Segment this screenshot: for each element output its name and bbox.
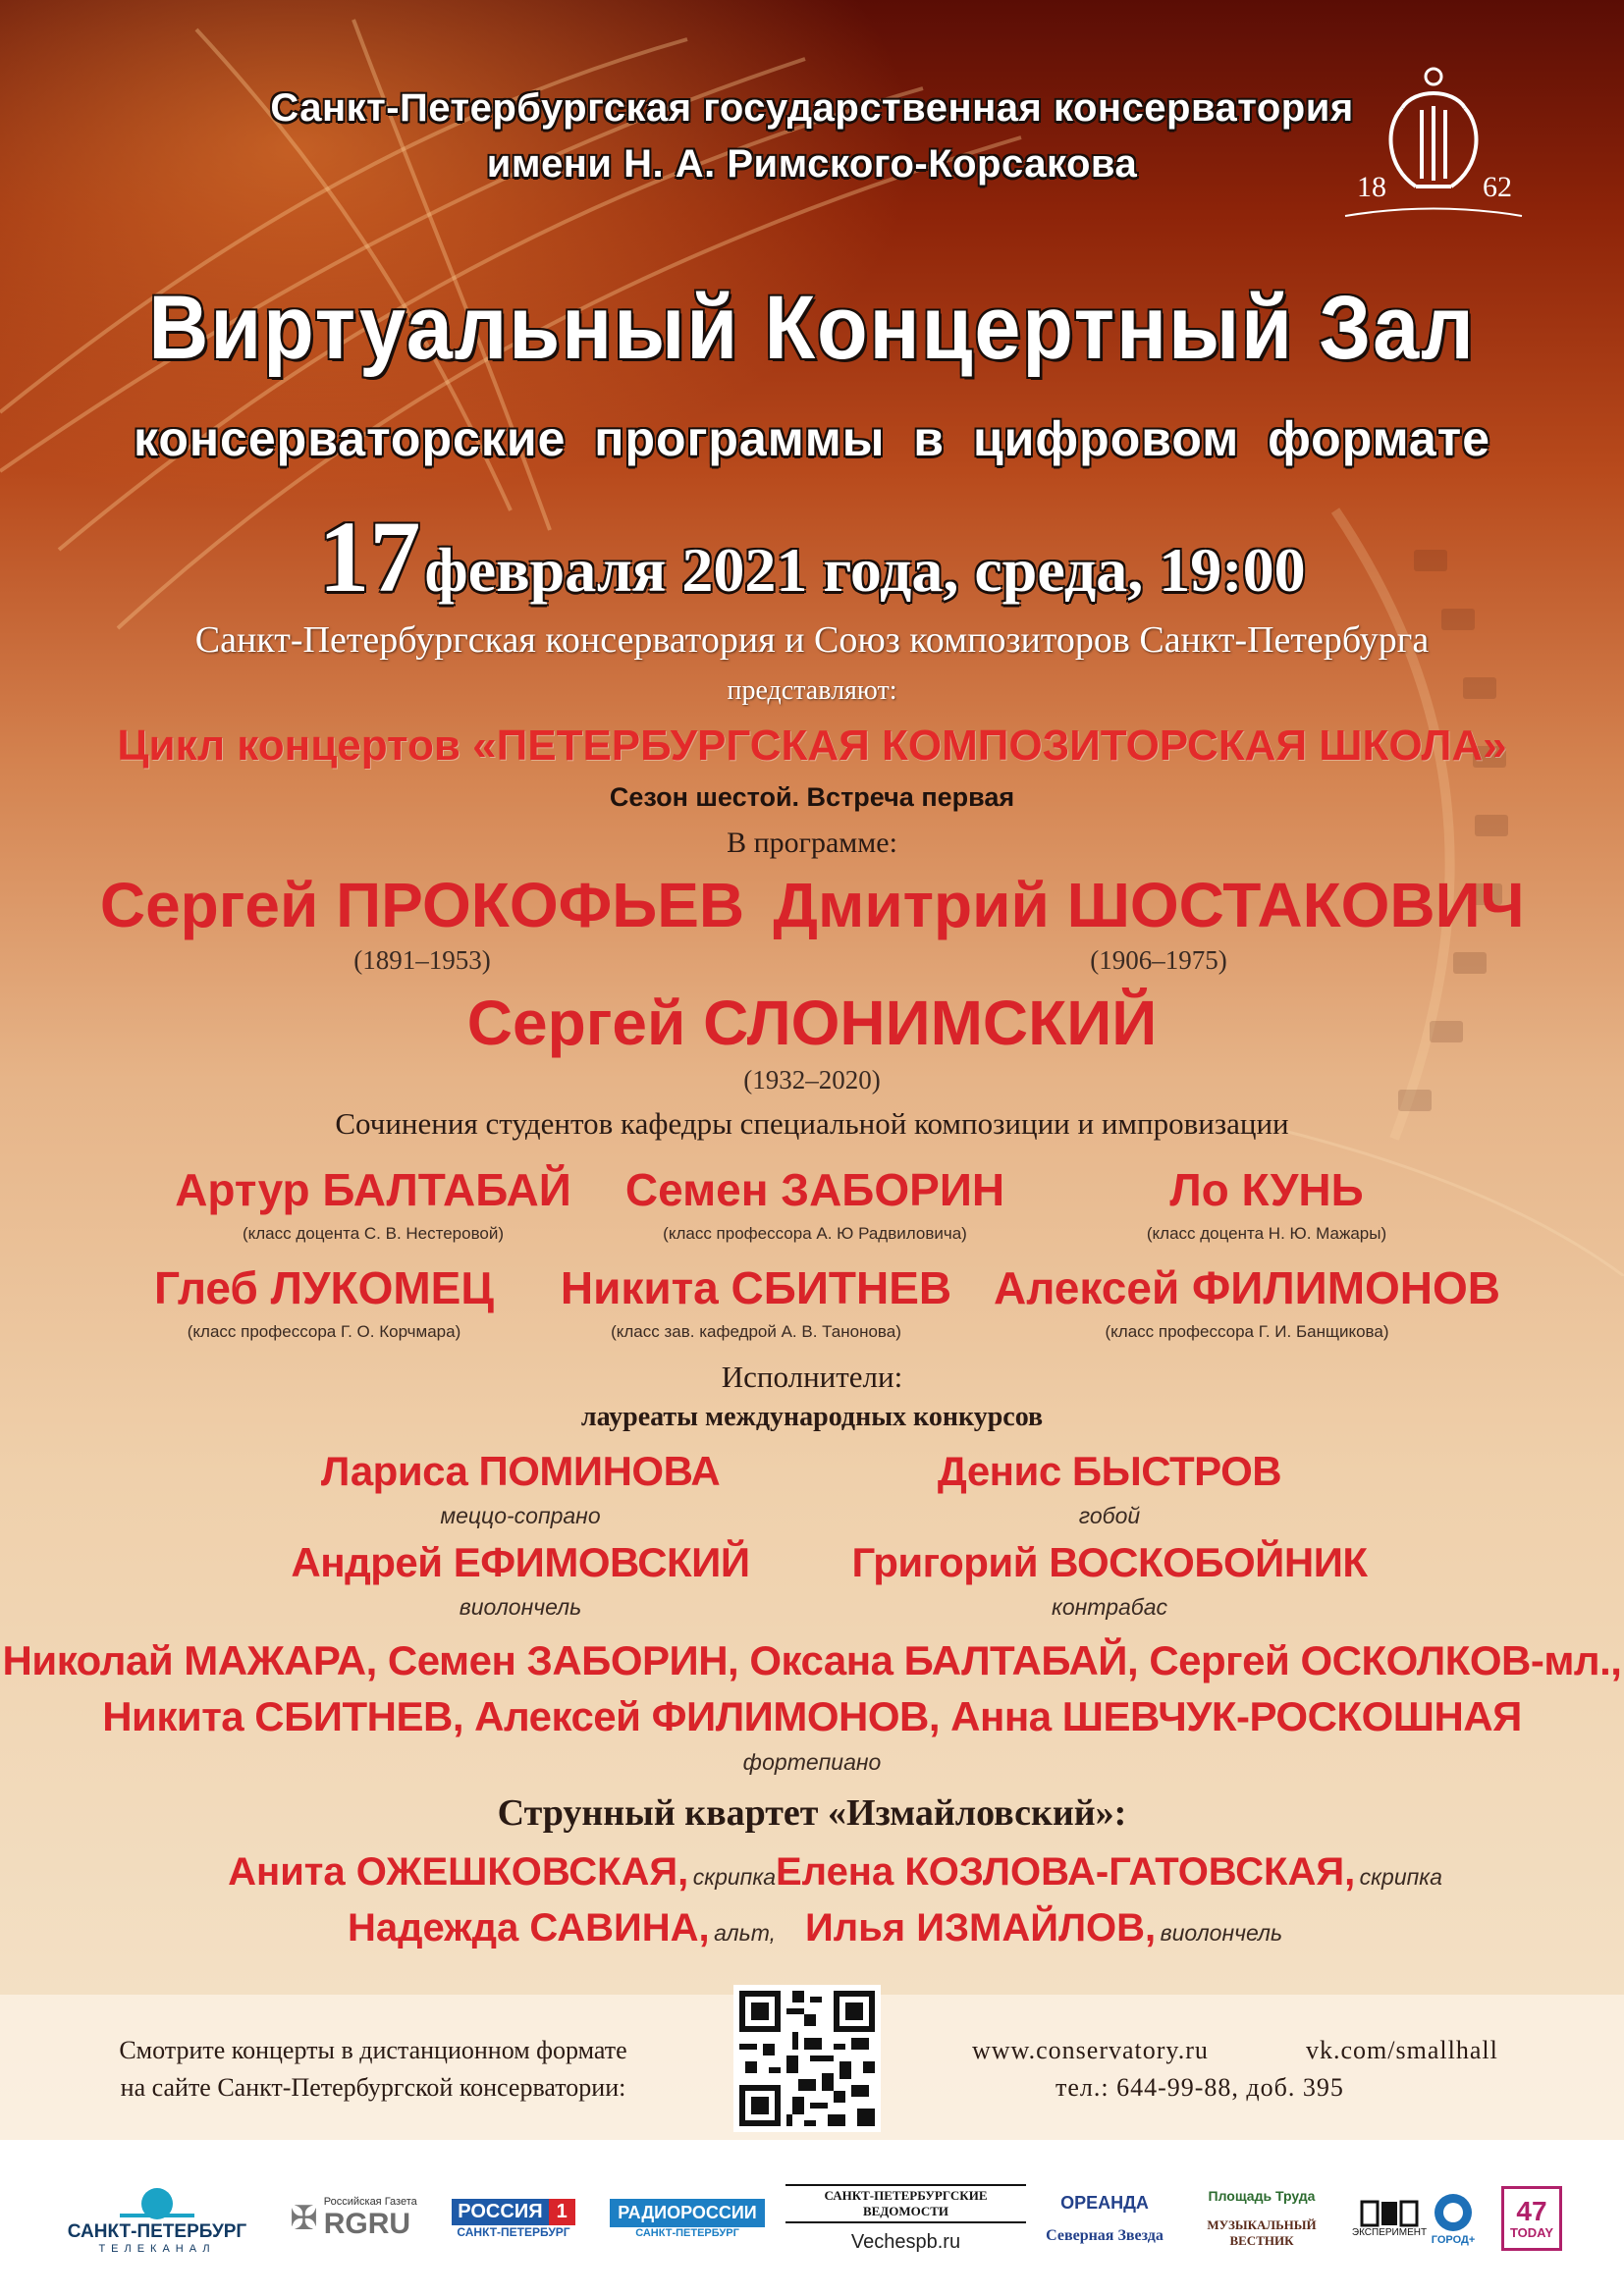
watch-line-2: на сайте Санкт-Петербургской консерватории:: [120, 2073, 626, 2102]
pianists-line-1: Николай МАЖАРА, Семен ЗАБОРИН, Оксана БАЛТАБАЙ, Сергей ОСКОЛКОВ-мл.,: [2, 1637, 1622, 1683]
quartet-member: [226, 1906, 776, 1950]
rg-logo: [280, 2174, 427, 2263]
spb-tv-logo: [49, 2174, 265, 2263]
quartet-member-name: Анита ОЖЕШКОВСКАЯ,: [228, 1850, 689, 1894]
emblem-year-right: 62: [1483, 171, 1512, 203]
radio-sub: САНКТ-ПЕТЕРБУРГ: [635, 2226, 739, 2239]
performer-name: Денис БЫСТРОВ: [937, 1448, 1282, 1494]
performer-role: меццо-сопрано: [440, 1503, 601, 1528]
student-class: (класс профессора А. Ю Радвиловича): [663, 1224, 967, 1243]
composer-years: (1932–2020): [743, 1065, 881, 1095]
student-class: (класс профессора Г. И. Банщикова): [1105, 1322, 1389, 1341]
today-logo: [1497, 2174, 1566, 2263]
info-strip: [0, 1995, 1624, 2142]
eagle-icon: ✠: [290, 2200, 318, 2237]
student-name: Артур БАЛТАБАЙ: [175, 1164, 571, 1215]
phone: тел.: 644-99-88, доб. 395: [1056, 2073, 1344, 2102]
student-class: (класс доцента С. В. Нестеровой): [242, 1224, 505, 1243]
student-name: Ло КУНЬ: [1169, 1164, 1364, 1215]
quartet-member-name: Надежда САВИНА,: [348, 1906, 710, 1949]
performer-role: контрабас: [1051, 1594, 1168, 1620]
quartet-member: [805, 1906, 1394, 1950]
program-label: В программе:: [727, 827, 897, 859]
composer-name: Сергей СЛОНИМСКИЙ: [466, 988, 1158, 1058]
performers-label: Исполнители:: [721, 1360, 903, 1394]
watch-line-1: Смотрите концерты в дистанционном формате: [119, 2036, 627, 2064]
vestnik-name: МУЗЫКАЛЬНЫЙ ВЕСТНИК: [1207, 2217, 1317, 2248]
spb-tv-name: САНКТ-ПЕТЕРБУРГ: [67, 2221, 247, 2242]
quartet-member-name: Илья ИЗМАЙЛОВ,: [805, 1906, 1157, 1949]
pianists-role: фортепиано: [742, 1749, 882, 1775]
oreanda-name: ОРЕАНДА: [1060, 2192, 1149, 2213]
page-subtitle: консерваторские программы в цифровом формате: [133, 411, 1491, 466]
russia1-sub: САНКТ-ПЕТЕРБУРГ: [457, 2224, 570, 2239]
quartet-member: [226, 1850, 776, 1895]
quartet-member-role: скрипка: [1359, 1864, 1442, 1890]
composer-name: Дмитрий ШОСТАКОВИЧ: [773, 870, 1525, 940]
gorod-logo: [1404, 2174, 1502, 2263]
composer-years: (1891–1953): [353, 945, 491, 975]
zvezda-name: Северная Звезда: [1046, 2226, 1164, 2244]
veche-name: Vechespb.ru: [850, 2230, 961, 2253]
ploshad-name: Площадь Труда: [1208, 2188, 1316, 2204]
russia1-name: РОССИЯ: [452, 2199, 548, 2225]
student-class: (класс доцента Н. Ю. Мажары): [1146, 1224, 1387, 1243]
student-name: Глеб ЛУКОМЕЦ: [154, 1262, 494, 1313]
quartet-member: [776, 1850, 1442, 1895]
event-day: 17: [318, 501, 421, 614]
radio-name: РАДИОРОССИИ: [610, 2199, 765, 2227]
gorod-icon: [1432, 2191, 1475, 2234]
ploshad-logo: [1183, 2174, 1340, 2263]
radio-russia-logo: [599, 2174, 776, 2263]
student-name: Семен ЗАБОРИН: [624, 1164, 1005, 1215]
spb-tv-sub: ТЕЛЕКАНАЛ: [98, 2243, 216, 2255]
performer-role: гобой: [1078, 1503, 1141, 1528]
qr-code[interactable]: [733, 1985, 881, 2132]
laureates-label: лауреаты международных конкурсов: [580, 1402, 1044, 1432]
performer-name: Лариса ПОМИНОВА: [320, 1448, 721, 1494]
present-word: представляют:: [727, 675, 897, 706]
event-date: [0, 499, 1624, 615]
experiment-name: ЭКСПЕРИМЕНТ: [1351, 2226, 1428, 2238]
performer-name: Андрей ЕФИМОВСКИЙ: [291, 1539, 750, 1585]
quartet-member-role: скрипка: [692, 1864, 776, 1890]
pianists-line-2: Никита СБИТНЕВ, Алексей ФИЛИМОНОВ, Анна ШЕВЧУК-РОСКОШНАЯ: [102, 1693, 1522, 1739]
oreanda-logo: [1031, 2174, 1178, 2263]
cycle-title: Цикл концертов «ПЕТЕРБУРГСКАЯ КОМПОЗИТОРСКАЯ ШКОЛА»: [117, 721, 1507, 770]
student-class: (класс зав. кафедрой А. В. Танонова): [611, 1322, 901, 1341]
emblem-year-left: 18: [1357, 171, 1386, 203]
students-label: Сочинения студентов кафедры специальной композиции и импровизации: [335, 1106, 1289, 1141]
student-name: Алексей ФИЛИМОНОВ: [993, 1262, 1501, 1313]
russia1-num: 1: [549, 2199, 575, 2225]
composer-name: Сергей ПРОКОФЬЕВ: [99, 870, 745, 940]
presenters: Санкт-Петербургская консерватория и Союз композиторов Санкт-Петербурга: [194, 619, 1430, 661]
composer-years: (1906–1975): [1090, 945, 1227, 975]
performer-role: виолончель: [459, 1594, 582, 1620]
quartet-title: Струнный квартет «Измайловский»:: [497, 1792, 1127, 1834]
season-label: Сезон шестой. Встреча первая: [609, 782, 1015, 812]
quartet-member-name: Елена КОЗЛОВА-ГАТОВСКАЯ,: [776, 1850, 1356, 1894]
site-link[interactable]: www.conservatory.ru: [972, 2036, 1209, 2064]
performer-name: Григорий ВОСКОБОЙНИК: [851, 1539, 1368, 1585]
today-num: 47: [1516, 2195, 1547, 2226]
spb-tv-icon: [118, 2182, 196, 2221]
today-name: TODAY: [1509, 2224, 1554, 2240]
rg-name: RGRU: [323, 2208, 411, 2240]
student-class: (класс профессора Г. О. Корчмара): [187, 1322, 461, 1341]
quartet-member-role: виолончель: [1160, 1920, 1283, 1946]
event-date-rest: февраля 2021 года, среда, 19:00: [424, 535, 1306, 605]
rg-top: Российская Газета: [323, 2196, 417, 2208]
russia1-logo: [440, 2174, 587, 2263]
header-line-2: имени Н. А. Римского-Корсакова: [486, 142, 1138, 186]
vk-link[interactable]: vk.com/smallhall: [1306, 2036, 1498, 2064]
student-name: Никита СБИТНЕВ: [560, 1262, 952, 1313]
vedomosti-logo: [785, 2174, 1026, 2263]
quartet-member-role: альт,: [714, 1920, 776, 1946]
vedomosti-name: САНКТ-ПЕТЕРБУРГСКИЕ ВЕДОМОСТИ: [785, 2184, 1026, 2223]
gorod-name: ГОРОД+: [1431, 2234, 1476, 2246]
header-line-1: Санкт-Петербургская государственная консерватория: [270, 86, 1354, 130]
page-title: Виртуальный Концертный Зал: [148, 278, 1476, 378]
